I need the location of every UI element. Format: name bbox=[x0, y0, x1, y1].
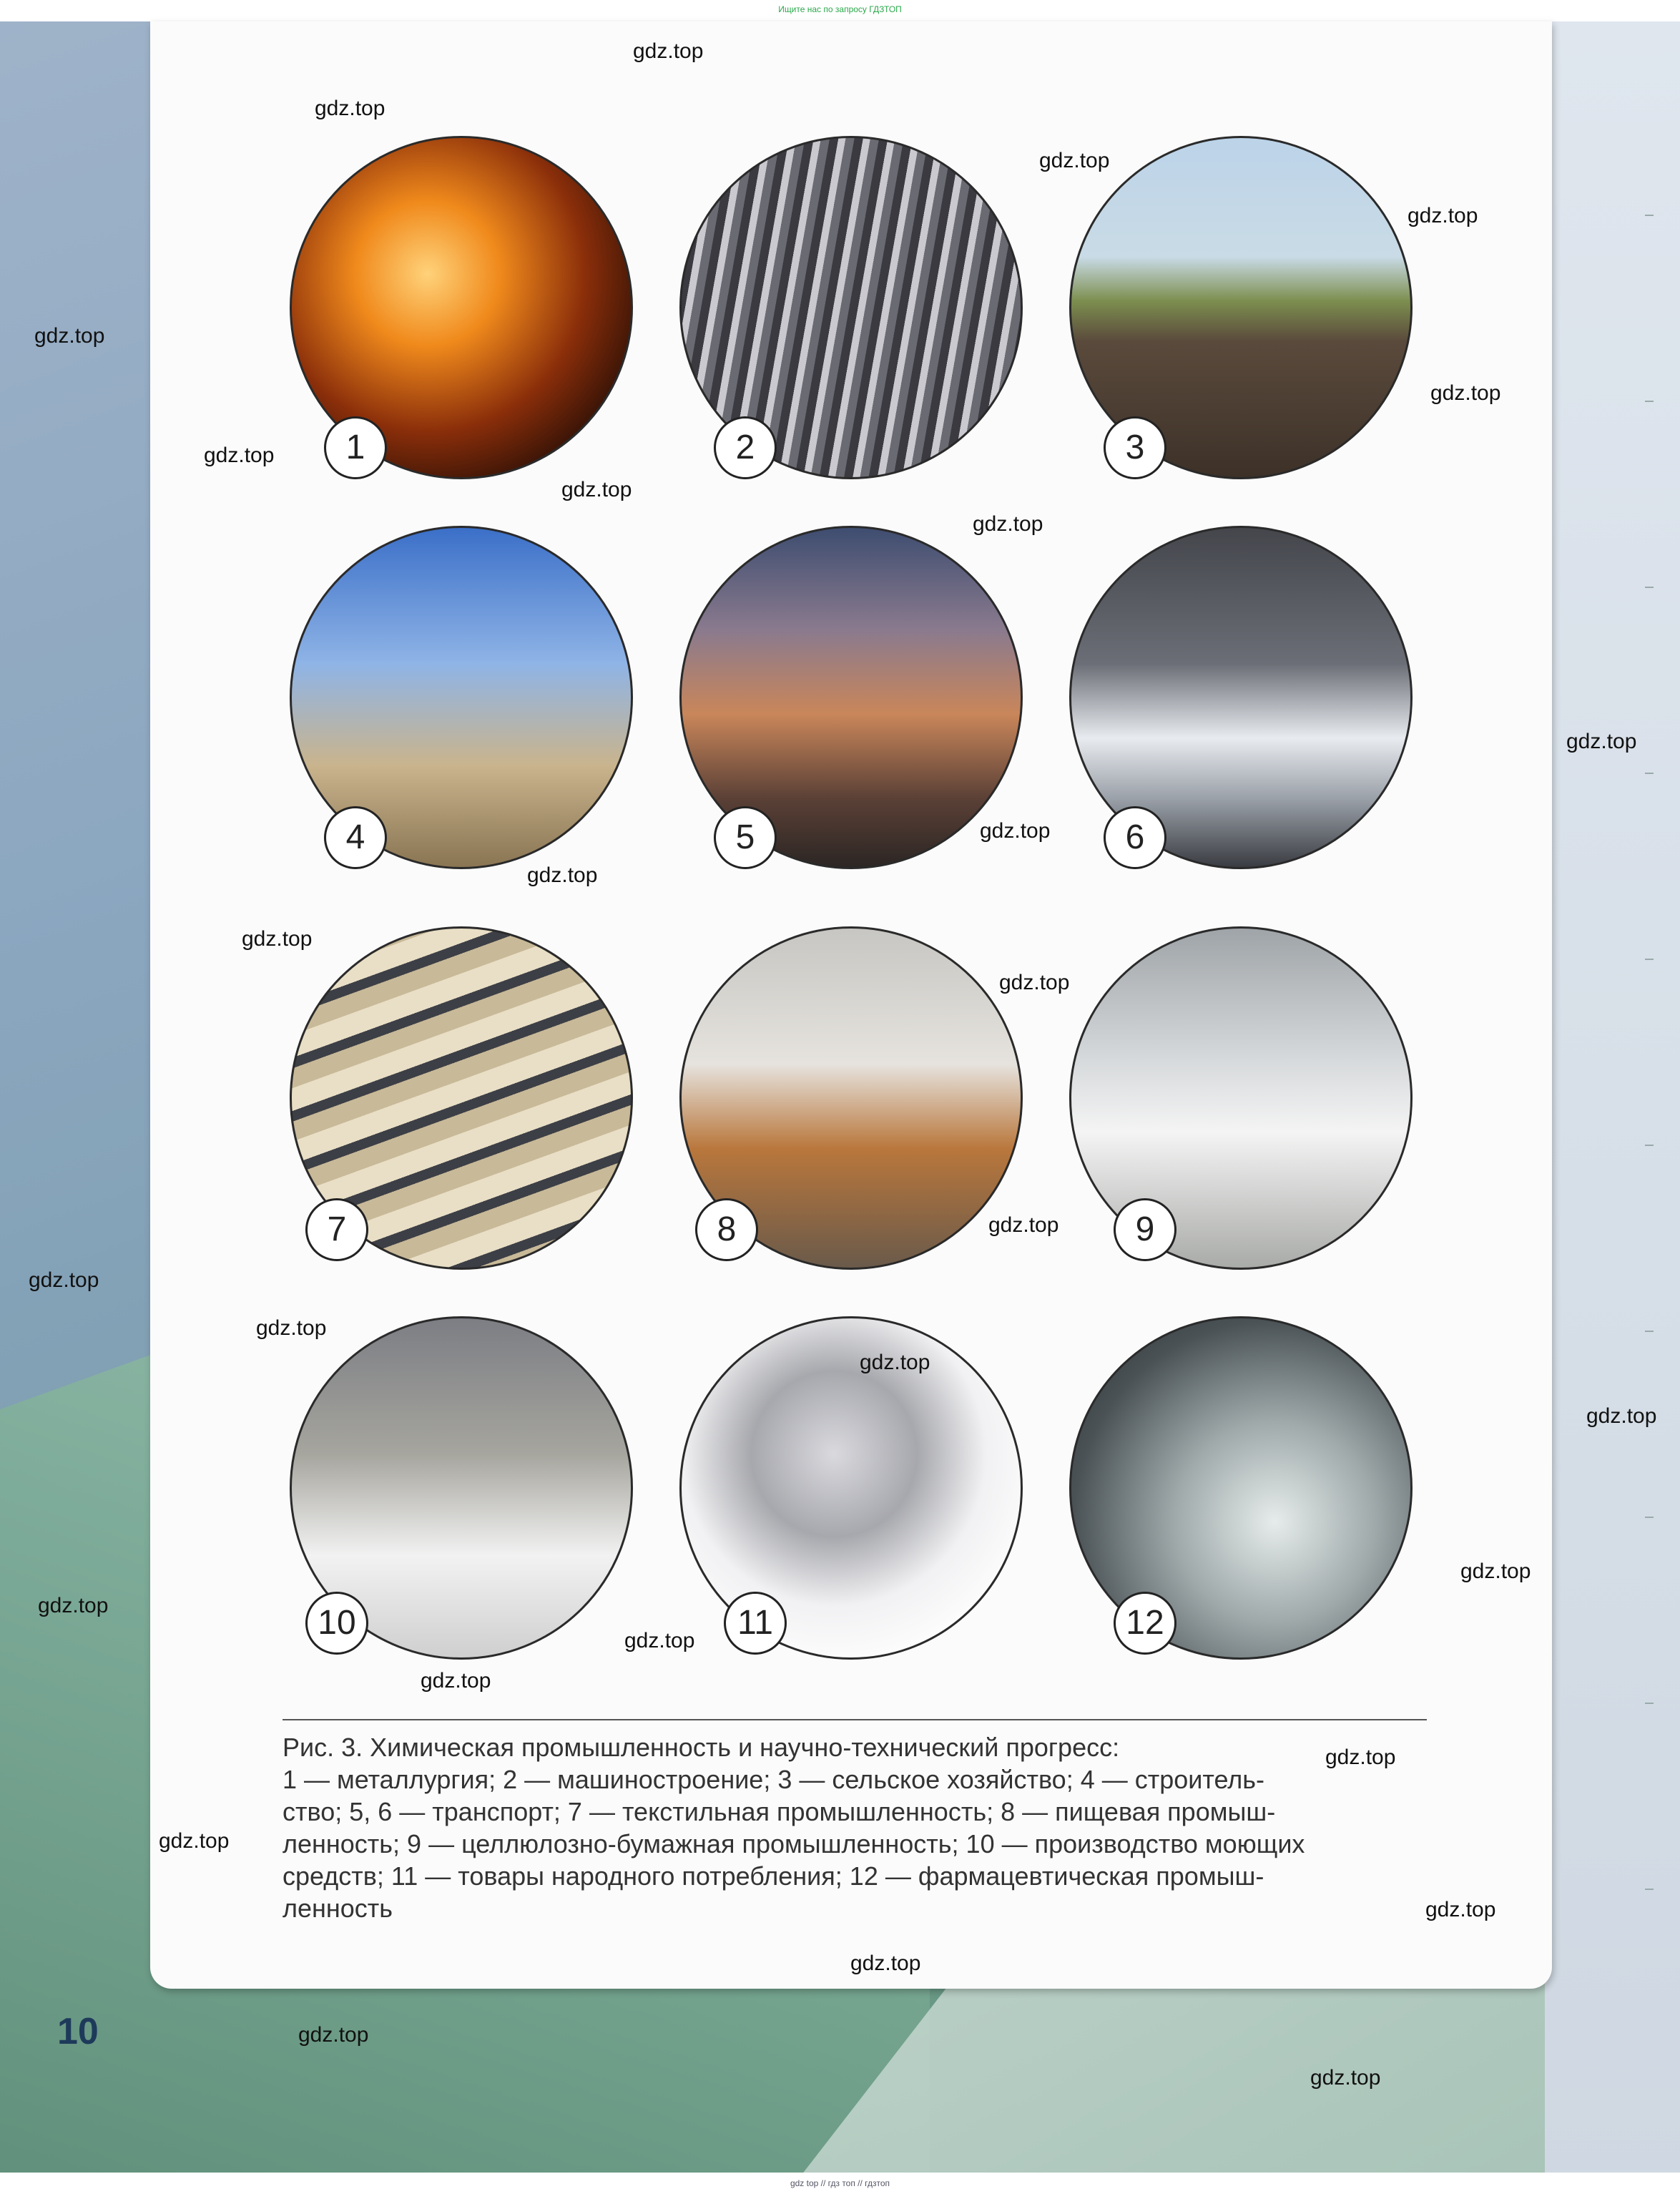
figure-number: 9 bbox=[1114, 1198, 1177, 1261]
figure-9 bbox=[1069, 926, 1427, 1284]
watermark-text: gdz.top bbox=[1586, 1404, 1657, 1428]
binder-mark bbox=[1645, 587, 1654, 588]
watermark-text: gdz.top bbox=[1430, 381, 1501, 405]
footer-note: gdz top // гдз топ // гдзтоп bbox=[790, 2178, 890, 2188]
figure-caption bbox=[283, 1731, 1427, 1924]
watermark-text: gdz.top bbox=[980, 819, 1051, 843]
watermark-text: gdz.top bbox=[34, 324, 105, 348]
caption-line: ленность; 9 — целлюлозно-бумажная промышленность; 10 — производство моющих bbox=[283, 1829, 1305, 1858]
binder-mark bbox=[1645, 1703, 1654, 1704]
watermark-text: gdz.top bbox=[159, 1829, 230, 1853]
watermark-text: gdz.top bbox=[1039, 149, 1110, 172]
binder-mark bbox=[1645, 215, 1654, 216]
footer-strip bbox=[0, 2173, 1680, 2194]
figure-12 bbox=[1069, 1316, 1427, 1674]
watermark-text: gdz.top bbox=[38, 1594, 109, 1617]
watermark-text: gdz.top bbox=[1310, 2066, 1381, 2090]
figure-8 bbox=[679, 926, 1037, 1284]
header-strip bbox=[0, 0, 1680, 21]
caption-line: Рис. 3. Химическая промышленность и научно-технический прогресс: bbox=[283, 1733, 1120, 1762]
binder-mark bbox=[1645, 1331, 1654, 1332]
watermark-text: gdz.top bbox=[29, 1268, 99, 1292]
figure-7 bbox=[290, 926, 647, 1284]
watermark-text: gdz.top bbox=[204, 444, 275, 467]
watermark-text: gdz.top bbox=[988, 1213, 1059, 1237]
watermark-text: gdz.top bbox=[298, 2023, 369, 2047]
watermark-text: gdz.top bbox=[527, 863, 598, 887]
binder-mark bbox=[1645, 959, 1654, 960]
watermark-text: gdz.top bbox=[860, 1351, 930, 1374]
header-note[interactable]: Ищите нас по запросу ГДЗТОП bbox=[778, 4, 902, 14]
caption-line: ленность bbox=[283, 1894, 393, 1923]
figure-number: 1 bbox=[324, 416, 387, 479]
textbook-page bbox=[150, 21, 1552, 1989]
figure-10 bbox=[290, 1316, 647, 1674]
figure-number: 2 bbox=[714, 416, 777, 479]
watermark-text: gdz.top bbox=[1325, 1745, 1396, 1769]
binder-mark bbox=[1645, 1145, 1654, 1146]
caption-divider bbox=[283, 1719, 1427, 1720]
watermark-text: gdz.top bbox=[850, 1951, 921, 1975]
figure-number: 5 bbox=[714, 806, 777, 869]
watermark-text: gdz.top bbox=[421, 1669, 491, 1693]
binder-mark bbox=[1645, 401, 1654, 402]
watermark-text: gdz.top bbox=[624, 1629, 695, 1652]
watermark-text: gdz.top bbox=[1408, 204, 1478, 227]
figure-6 bbox=[1069, 526, 1427, 883]
figure-4 bbox=[290, 526, 647, 883]
watermark-text: gdz.top bbox=[999, 971, 1070, 994]
watermark-text: gdz.top bbox=[633, 39, 704, 63]
caption-line: 1 — металлургия; 2 — машиностроение; 3 — сельское хозяйство; 4 — строитель- bbox=[283, 1765, 1265, 1794]
figure-2 bbox=[679, 136, 1037, 494]
figure-number: 4 bbox=[324, 806, 387, 869]
watermark-text: gdz.top bbox=[256, 1316, 327, 1340]
figure-3 bbox=[1069, 136, 1427, 494]
page-number: 10 bbox=[57, 2011, 99, 2052]
watermark-text: gdz.top bbox=[315, 97, 385, 120]
caption-line: средств; 11 — товары народного потребления; 12 — фармацевтическая промыш- bbox=[283, 1861, 1264, 1891]
watermark-text: gdz.top bbox=[242, 927, 313, 951]
watermark-text: gdz.top bbox=[561, 478, 632, 501]
figure-11 bbox=[679, 1316, 1037, 1674]
watermark-text: gdz.top bbox=[973, 512, 1043, 536]
caption-line: ство; 5, 6 — транспорт; 7 — текстильная промышленность; 8 — пищевая промыш- bbox=[283, 1797, 1276, 1826]
binder-mark bbox=[1645, 773, 1654, 774]
figure-1 bbox=[290, 136, 647, 494]
figure-number: 11 bbox=[724, 1592, 787, 1655]
figure-number: 12 bbox=[1114, 1592, 1177, 1655]
figure-number: 6 bbox=[1104, 806, 1166, 869]
watermark-text: gdz.top bbox=[1425, 1898, 1496, 1921]
figure-number: 8 bbox=[695, 1198, 758, 1261]
figure-number: 10 bbox=[305, 1592, 368, 1655]
watermark-text: gdz.top bbox=[1460, 1559, 1531, 1583]
binder-mark bbox=[1645, 1517, 1654, 1518]
background-edge bbox=[1545, 0, 1680, 2194]
watermark-text: gdz.top bbox=[1566, 730, 1637, 753]
binder-mark bbox=[1645, 1889, 1654, 1890]
figure-number: 7 bbox=[305, 1198, 368, 1261]
figure-number: 3 bbox=[1104, 416, 1166, 479]
